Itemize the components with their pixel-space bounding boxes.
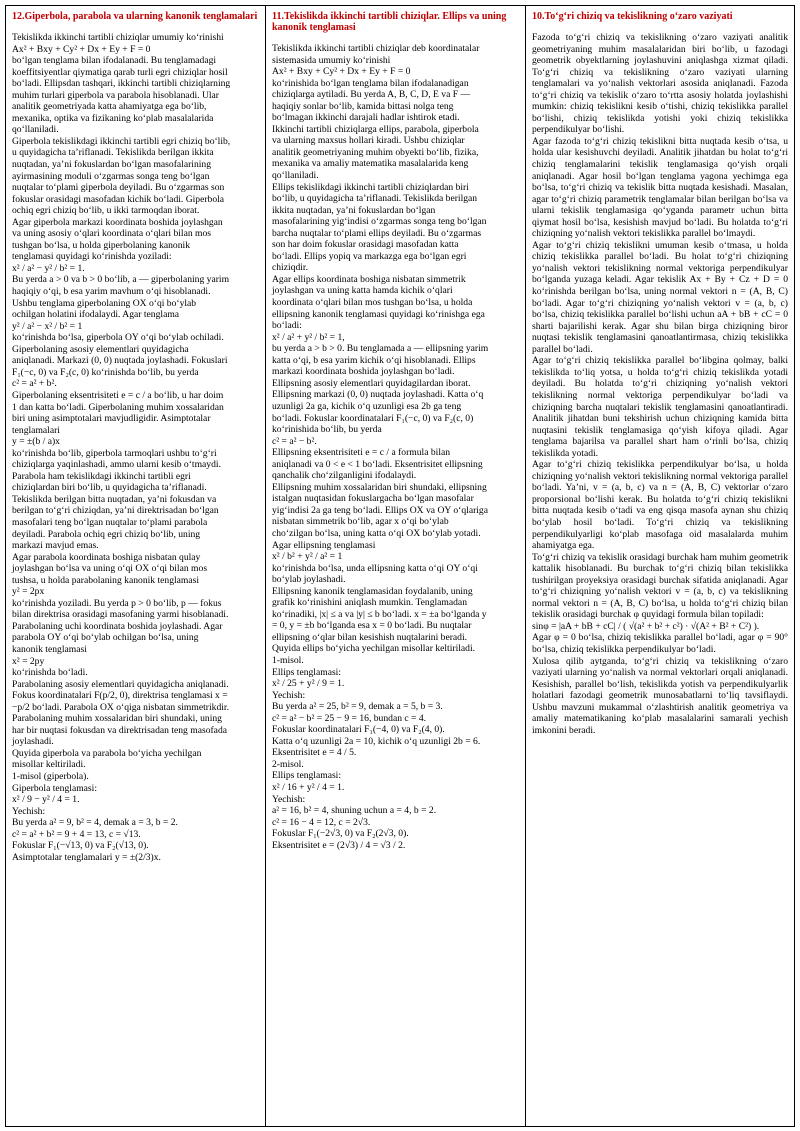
paragraph: Agar toʻgʻri chiziq tekislikni umuman kesib oʻtmasa, u holda chiziq tekislikka parallel boʻladi. Bu holat toʻgʻri chiziqning yoʻnalish vektori tekislikning normal vektoriga perpendikulyar boʻlganda yuzaga keladi. Agar tekislik Ax + By + Cz + D = 0 koʻrinishda berilgan boʻlsa, uning normal vektori n = (A, B, C) boʻladi. Agar toʻgʻri chiziqning yoʻnalish vektori v = (a, b, c) boʻlsa, chiziq tekislikka parallel boʻlishi uchun aA + bB + cC = 0 sharti bajarilishi kerak. Agar shu bilan birga chiziqning biror nuqtasi tekislik tenglamasini qanoatlantirmasa, chiziq tekislikka parallel boʻladi. bbox=[532, 239, 788, 355]
text-line: misollar keltiriladi. bbox=[12, 759, 86, 771]
text-line: son har doim fokuslar orasidagi masofadan katta bbox=[272, 239, 459, 251]
text-line: nuqtadan, yaʼni fokuslardan boʻlgan masofalarining bbox=[12, 159, 212, 171]
text-line: Ellipsning asosiy elementlari quyidagilardan iborat. bbox=[272, 377, 471, 389]
text-line: y² = 2px bbox=[12, 586, 45, 598]
text-line: markazi koordinata boshida joylashgan boʻladi. bbox=[272, 366, 455, 378]
text-line: tenglamasi quyidagi koʻrinishda yoziladi: bbox=[12, 251, 172, 263]
text-line: c² = a² + b² = 9 + 4 = 13, c = √13. bbox=[12, 828, 141, 840]
text-line: Bu yerda a² = 9, b² = 4, demak a = 3, b = 2. bbox=[12, 817, 178, 829]
text-line: c² = a² − b² = 25 − 9 = 16, bundan c = 4. bbox=[272, 712, 427, 724]
section-body bbox=[12, 32, 259, 863]
text-line: biri uning asimptotalari mavjudligidir. Asimptotalar bbox=[12, 413, 211, 425]
text-line: ayirmasining moduli oʻzgarmas songa teng boʻlgan bbox=[12, 170, 210, 182]
text-line: uzunligi 2a ga, kichik oʻq uzunligi esa 2b ga teng bbox=[272, 400, 462, 412]
section-body bbox=[272, 43, 519, 851]
text-line: Giperbola tenglamasi: bbox=[12, 782, 97, 794]
text-line: aniqlanadi. Markazi (0, 0) nuqtada joylashadi. Fokuslari bbox=[12, 355, 228, 367]
text-line: qoʻllaniladi. bbox=[272, 170, 319, 182]
text-line: x² / a² − y² / b² = 1. bbox=[12, 262, 85, 274]
text-line: masofalari teng boʻlgan nuqtalar toʻplami parabola bbox=[12, 516, 208, 528]
text-line: Katta oʻq uzunligi 2a = 10, kichik oʻq uzunligi 2b = 6. bbox=[272, 735, 481, 747]
text-line: y = ±(b / a)x bbox=[12, 436, 60, 448]
paragraph: Xulosa qilib aytganda, toʻgʻri chiziq va tekislikning oʻzaro vaziyati ularning yoʻnalish va normal vektorlari orqali aniqlanadi. Kesishish, parallel boʻlish, tekislikda yotish va perpendikulyarlik holatlari fazodagi geometrik munosabatlarni toʻliq tavsiflaydi. Ushbu mavzuni mukammal oʻzlashtirish analitik geometriya va amaliy matematikaning koʻplab masalalarini samarali yechish imkonini beradi. bbox=[532, 655, 788, 736]
text-line: Ellipsning kanonik tenglamasidan foydalanib, uning bbox=[272, 585, 473, 597]
text-line: ochiq egri chiziq boʻlib, u ikki tarmoqdan iborat. bbox=[12, 205, 200, 217]
text-line: grafik koʻrinishini aniqlash mumkin. Tenglamadan bbox=[272, 597, 467, 609]
text-line: va uning asosiy oʻqlari koordinata oʻqlari bilan mos bbox=[12, 228, 212, 240]
text-line: x² / b² + y² / a² = 1 bbox=[272, 551, 343, 563]
text-line: Yechish: bbox=[272, 689, 306, 701]
text-line: bilan direktrisa orasidagi masofaning yarmi hisoblanadi. bbox=[12, 609, 229, 621]
text-line: Parabolaning asosiy elementlari quyidagicha aniqlanadi. bbox=[12, 678, 229, 690]
text-line: Tekislikda ikkinchi tartibli chiziqlar umumiy koʻrinishi bbox=[12, 32, 224, 43]
column-togri-chiziq bbox=[526, 6, 794, 1126]
text-line: x² = 2py bbox=[12, 655, 45, 667]
text-line: Ax² + Bxy + Cy² + Dx + Ey + F = 0 bbox=[272, 66, 411, 78]
paragraph: sinφ = |aA + bB + cC| / ( √(a² + b² + c²) · √(A² + B² + C²) ). bbox=[532, 620, 760, 632]
text-line: −p/2 boʻladi. Parabola OX oʻqiga nisbatan simmetrikdir. bbox=[12, 701, 229, 713]
text-line: c² = a² + b². bbox=[12, 378, 57, 390]
text-line: Tekislikda ikkinchi tartibli chiziqlar deb koordinatalar bbox=[272, 43, 480, 54]
text-line: Eksentrisitet e = (2√3) / 4 = √3 / 2. bbox=[272, 839, 406, 851]
text-line: koʻrinishida boʻlgan tenglama bilan ifodalanadigan bbox=[272, 77, 469, 89]
text-line: x² / 25 + y² / 9 = 1. bbox=[272, 678, 345, 690]
text-line: koʻrinishda boʻlsa, unda ellipsning katta oʻqi OY oʻqi bbox=[272, 562, 478, 574]
text-line: barcha nuqtalar toʻplami ellips deyiladi. Bu oʻzgarmas bbox=[272, 227, 482, 239]
text-line: 2-misol. bbox=[272, 758, 304, 770]
text-line: boʻlib, u quyidagicha taʼriflanadi. Tekislikda berilgan bbox=[272, 193, 478, 205]
text-line: koʻrinadiki, |x| ≤ a va |y| ≤ b boʻladi. x = ±a boʻlganda y bbox=[272, 608, 487, 620]
text-line: Agar giperbola markazi koordinata boshida joylashgan bbox=[12, 216, 223, 228]
text-line: tushgan boʻlsa, u holda giperbolaning kanonik bbox=[12, 239, 190, 251]
text-line: fokuslar orasidagi masofadan kichik boʻladi. Giperbola bbox=[12, 193, 225, 205]
text-line: 1 dan katta boʻladi. Giperbolaning muhim xossalaridan bbox=[12, 401, 224, 413]
text-line: x² / 9 − y² / 4 = 1. bbox=[12, 794, 80, 806]
text-line: sistemasida umumiy koʻrinishi bbox=[272, 54, 391, 66]
text-line: Parabolaning muhim xossalaridan biri shundaki, uning bbox=[12, 713, 222, 725]
text-line: 1-misol (giperbola). bbox=[12, 771, 89, 782]
text-line: Ellips tenglamasi: bbox=[272, 770, 342, 782]
text-line: Tekislikda berilgan bitta nuqtadan, yaʼni fokusdan va bbox=[12, 493, 217, 505]
text-line: Quyida ellips boʻyicha yechilgan misollar keltiriladi. bbox=[272, 643, 476, 655]
text-line: koʻrinishda yoziladi. Bu yerda p > 0 boʻlib, p — fokus bbox=[12, 597, 222, 609]
text-line: qanchalik choʻzilganligini ifodalaydi. bbox=[272, 470, 417, 482]
text-line: c² = 16 − 4 = 12, c = 2√3. bbox=[272, 816, 371, 828]
text-line: Ushbu tenglama giperbolaning OX oʻqi boʻylab bbox=[12, 297, 197, 309]
paragraph: Fazoda toʻgʻri chiziq va tekislikning oʻzaro vaziyati analitik geometriyaning muhim masalalaridan biri boʻlib, u fazodagi geometrik obyektlarning joylashuvini aniqlashga xizmat qiladi. Toʻgʻri chiziq va tekislikning oʻzaro vaziyati ularning tenglamalari va yoʻnalish vektorlari asosida aniqlanadi. Fazoda toʻgʻri chiziq va tekislik oʻzaro toʻrtta asosiy holatda joylashishi mumkin: chiziq tekislikni kesib oʻtishi, chiziq tekislikka parallel boʻlishi, chiziq tekislikda yotishi yoki chiziq tekislikka perpendikulyar boʻlishi. bbox=[532, 32, 788, 136]
column-giperbola bbox=[6, 6, 266, 1126]
text-line: Giperbolaning eksentrisiteti e = c / a boʻlib, u har doim bbox=[12, 389, 224, 401]
text-line: Agar parabola koordinata boshiga nisbatan qulay bbox=[12, 551, 201, 563]
text-line: a² = 16, b² = 4, shuning uchun a = 4, b = 2. bbox=[272, 805, 437, 817]
column-ellips bbox=[266, 6, 526, 1126]
text-line: tushsa, u holda parabolaning kanonik tenglamasi bbox=[12, 574, 200, 586]
text-line: x² / a² + y² / b² = 1, bbox=[272, 331, 345, 343]
text-line: Ellips tekislikdagi ikkinchi tartibli chiziqlardan biri bbox=[272, 181, 469, 193]
text-line: nuqtalar toʻplami giperbola deyiladi. Bu oʻzgarmas son bbox=[12, 182, 225, 194]
text-line: yigʻindisi 2a ga teng boʻladi. Ellips OX va OY oʻqlariga bbox=[272, 504, 488, 516]
text-line: Agar ellips koordinata boshiga nisbatan simmetrik bbox=[272, 273, 466, 285]
text-line: boʻylab joylashadi. bbox=[272, 574, 346, 586]
text-line: Bu yerda a² = 25, b² = 9, demak a = 5, b = 3. bbox=[272, 701, 443, 713]
text-line: Fokus koordinatalari F(p/2, 0), direktrisa tenglamasi x = bbox=[12, 690, 228, 702]
text-line: har bir nuqtasi fokusdan va direktrisadan teng masofada bbox=[12, 724, 227, 736]
text-line: chiziqlardan biri boʻlib, u quyidagicha taʼriflanadi. bbox=[12, 482, 207, 494]
text-line: boʻladi. Ellipsdan tashqari, ikkinchi tartibli chiziqlarning bbox=[12, 78, 231, 90]
text-line: F₁(−c, 0) va F₂(c, 0) koʻrinishda boʻlib, bu yerda bbox=[12, 366, 199, 378]
paragraph: Agar fazoda toʻgʻri chiziq tekislikni bitta nuqtada kesib oʻtsa, u holda ular kesishuvchi deyiladi. Analitik jihatdan bu holat toʻgʻri chiziq tenglamalarini tekislik tenglamasiga qoʻyish orqali aniqlanadi. Agar hosil boʻlgan tenglama yagona yechimga ega boʻlsa, toʻgʻri chiziq va tekislik bitta nuqtada kesishadi. Masalan, agar toʻgʻri chiziq parametrik tenglamalar bilan berilgan boʻlsa va ularni tekislik tenglamasiga qoʻyganda parametr uchun bitta qiymat hosil boʻlsa, kesishish mavjud boʻladi. Bu holatda toʻgʻri chiziqning yoʻnalish vektori tekislikka parallel boʻlmaydi. bbox=[532, 135, 788, 240]
text-line: Ellipsning muhim xossalaridan biri shundaki, ellipsning bbox=[272, 481, 487, 493]
text-line: koʻrinishida boʻlib, bu yerda bbox=[272, 424, 382, 436]
text-line: koʻrinishda boʻlib, giperbola tarmoqlari ushbu toʻgʻri bbox=[12, 447, 217, 459]
text-line: ochilgan holatini ifodalaydi. Agar tenglama bbox=[12, 309, 180, 321]
text-line: Fokuslar F₁(−√13, 0) va F₂(√13, 0). bbox=[12, 840, 149, 852]
text-line: boʻladi: bbox=[272, 320, 302, 332]
paragraph: Agar toʻgʻri chiziq tekislikka perpendikulyar boʻlsa, u holda chiziqning yoʻnalish vektori tekislikning normal vektoriga parallel boʻladi. Yaʼni, v = (a, b, c) va n = (A, B, C) vektorlar oʻzaro proporsional boʻlishi kerak. Bu holatda toʻgʻri chiziq tekislikni bitta nuqtada kesib oʻtadi va eng qisqa masofa aynan shu chiziq boʻylab hosil boʻladi. Toʻgʻri chiziq va tekislikning perpendikulyarligi koʻplab masofaga oid masalalarda muhim ahamiyatga ega. bbox=[532, 459, 788, 552]
text-line: y² / a² − x² / b² = 1 bbox=[12, 320, 83, 332]
text-line: = 0, y = ±b boʻlganda esa x = 0 boʻladi. Bu nuqtalar bbox=[272, 620, 472, 632]
text-line: mexanika, optika va fizikaning koʻplab masalalarida bbox=[12, 112, 214, 124]
text-line: Giperbolaning asosiy elementlari quyidagicha bbox=[12, 343, 189, 355]
text-line: chiziqlarga aytiladi. Bu yerda A, B, C, D, E va F — bbox=[272, 89, 471, 101]
text-line: koʻrinishda boʻladi. bbox=[12, 667, 88, 679]
text-line: Agar ellipsning tenglamasi bbox=[272, 539, 376, 551]
text-line: deyiladi. Parabola ochiq egri chiziq boʻlib, uning bbox=[12, 528, 201, 540]
text-line: tenglamalari bbox=[12, 424, 60, 436]
text-line: Parabolaning uchi koordinata boshida joylashadi. Agar bbox=[12, 620, 223, 632]
text-line: aniqlanadi va 0 < e < 1 boʻladi. Eksentrisitet ellipsning bbox=[272, 458, 483, 470]
text-line: Eksentrisitet e = 4 / 5. bbox=[272, 747, 357, 759]
text-line: Fokuslar F₁(−2√3, 0) va F₂(2√3, 0). bbox=[272, 828, 409, 840]
text-line: haqiqiy oʻqi, b esa yarim mavhum oʻqi hisoblanadi. bbox=[12, 286, 211, 298]
text-line: boʻladi. Ellips yopiq va markazga ega boʻlgan egri bbox=[272, 250, 467, 262]
text-line: nisbatan simmetrik boʻlib, agar x oʻqi boʻylab bbox=[272, 516, 449, 528]
text-line: va ularning maxsus hollari kiradi. Ushbu chiziqlar bbox=[272, 135, 465, 147]
text-line: Ax² + Bxy + Cy² + Dx + Ey + F = 0 bbox=[12, 43, 151, 55]
text-line: chiziqlarga yaqinlashadi, ammo ularni kesib oʻtmaydi. bbox=[12, 459, 221, 471]
text-line: masofalarining yigʻindisi oʻzgarmas songa teng boʻlgan bbox=[272, 216, 487, 228]
paragraph: Toʻgʻri chiziq va tekislik orasidagi burchak ham muhim geometrik kattalik hisoblanadi. Bu burchak toʻgʻri chiziq bilan tekislikka tushirilgan proyeksiya orasidagi burchak sifatida aniqlanadi. Agar toʻgʻri chiziqning yoʻnalish vektori v = (a, b, c) va tekislikning normal vektori n = (A, B, C) boʻlsa, u holda toʻgʻri chiziq bilan tekislik orasidagi burchak φ quyidagi formula bilan topiladi: bbox=[532, 551, 788, 621]
text-line: Parabola ham tekislikdagi ikkinchi tartibli egri bbox=[12, 470, 191, 482]
text-line: Ellips tenglamasi: bbox=[272, 666, 342, 678]
text-line: analitik geometriyaning muhim obyekti boʻlib, fizika, bbox=[272, 146, 479, 158]
text-line: joylashgan boʻlsa va uning oʻqi OX oʻqi bilan mos bbox=[12, 563, 208, 575]
text-line: berilgan toʻgʻri chiziqdan, yaʼni direktrisadan boʻlgan bbox=[12, 505, 219, 517]
text-line: koeffitsiyentlar qiymatiga qarab turli egri chiziqlar hosil bbox=[12, 66, 228, 78]
text-line: boʻlgan tenglama bilan ifodalanadi. Bu tenglamadagi bbox=[12, 55, 217, 67]
paragraph: Agar toʻgʻri chiziq tekislikka parallel boʻlibgina qolmay, balki tekislikda toʻliq yotsa, u holda toʻgʻri chiziq tekislikda yotadi deyiladi. Bu holatda toʻgʻri chiziqning yoʻnalish vektori tekislikning normal vektoriga perpendikulyar boʻladi va chiziqning barcha nuqtalari tekislik tenglamasini qanoatlantiradi. Analitik jihatdan buni tekshirish uchun chiziqning kamida bitta nuqtasini tekislik tenglamasiga qoʻyish kifoya qiladi. Agar tenglama bajarilsa va parallel shart ham oʻrinli boʻlsa, chiziq tekislikda yotadi. bbox=[532, 355, 788, 459]
text-line: u quyidagicha taʼriflanadi. Tekislikda berilgan ikkita bbox=[12, 147, 214, 159]
section-body bbox=[532, 32, 788, 736]
paragraph: Agar φ = 0 boʻlsa, chiziq tekislikka parallel boʻladi, agar φ = 90° boʻlsa, chiziq tekislikka perpendikulyar boʻladi. bbox=[532, 632, 788, 655]
text-line: Ikkinchi tartibli chiziqlarga ellips, parabola, giperbola bbox=[272, 123, 479, 135]
text-line: Fokuslar koordinatalari F₁(−4, 0) va F₂(4, 0). bbox=[272, 724, 445, 736]
text-line: haqiqiy sonlar boʻlib, kamida bittasi nolga teng bbox=[272, 100, 454, 112]
text-line: bu yerda a > b > 0. Bu tenglamada a — ellipsning yarim bbox=[272, 343, 489, 355]
text-line: istalgan nuqtasidan fokuslargacha boʻlgan masofalar bbox=[272, 493, 474, 505]
text-line: koordinata oʻqlari bilan mos tushgan boʻlsa, u holda bbox=[272, 297, 473, 309]
text-line: choʻzilgan boʻlsa, uning katta oʻqi OX boʻylab yotadi. bbox=[272, 527, 481, 539]
text-line: boʻlmagan ikkinchi darajali hadlar ishtirok etadi. bbox=[272, 112, 460, 124]
text-line: Ellipsning markazi (0, 0) nuqtada joylashadi. Katta oʻq bbox=[272, 389, 484, 401]
text-line: markazi mavjud emas. bbox=[12, 540, 99, 552]
section-title: 12.Giperbola, parabola va ularning kanonik tenglamalari bbox=[12, 11, 258, 22]
text-line: 1-misol. bbox=[272, 654, 304, 666]
text-line: katta oʻqi, b esa yarim kichik oʻqi hisoblanadi. Ellips bbox=[272, 354, 476, 366]
text-line: Quyida giperbola va parabola boʻyicha yechilgan bbox=[12, 747, 202, 759]
text-line: kanonik tenglamasi bbox=[12, 643, 87, 655]
text-line: joylashadi. bbox=[12, 736, 54, 748]
text-line: Asimptotalar tenglamalari y = ±(2/3)x. bbox=[12, 851, 161, 863]
text-line: koʻrinishda boʻlsa, giperbola OY oʻqi boʻylab ochiladi. bbox=[12, 332, 224, 344]
text-line: c² = a² − b². bbox=[272, 435, 317, 447]
text-line: Ellipsning eksentrisiteti e = c / a formula bilan bbox=[272, 447, 451, 459]
document-sheet bbox=[5, 5, 795, 1127]
text-line: Giperbola tekislikdagi ikkinchi tartibli egri chiziq boʻlib, bbox=[12, 135, 231, 147]
text-line: ikkita nuqtadan, yaʼni fokuslardan boʻlgan bbox=[272, 204, 436, 216]
text-line: x² / 16 + y² / 4 = 1. bbox=[272, 782, 345, 793]
text-line: ellipsning oʻqlar bilan kesishish nuqtalarini beradi. bbox=[272, 631, 468, 643]
text-line: qoʻllaniladi. bbox=[12, 124, 59, 136]
text-line: chiziqdir. bbox=[272, 262, 308, 274]
text-line: mexanika va amaliy matematika masalalarida keng bbox=[272, 158, 469, 170]
text-line: analitik geometriyada katta ahamiyatga ega boʻlib, bbox=[12, 101, 207, 113]
text-line: boʻladi. Fokuslar koordinatalari F₁(−c, 0) va F₂(c, 0) bbox=[272, 412, 474, 424]
text-line: parabola OY oʻqi boʻylab ochilgan boʻlsa, uning bbox=[12, 632, 199, 644]
section-title: 10.Toʻgʻri chiziq va tekislikning oʻzaro vaziyati bbox=[532, 11, 733, 22]
text-line: joylashgan va uning katta hamda kichik oʻqlari bbox=[272, 285, 453, 297]
text-line: Yechish: bbox=[272, 793, 306, 805]
text-line: Yechish: bbox=[12, 805, 46, 817]
text-line: Bu yerda a > 0 va b > 0 boʻlib, a — giperbolaning yarim bbox=[12, 274, 230, 286]
section-title: 11.Tekislikda ikkinchi tartibli chiziqlar. Ellips va uning kanonik tenglamasi bbox=[272, 11, 507, 33]
text-line: ellipsning kanonik tenglamasi quyidagi koʻrinishga ega bbox=[272, 308, 485, 320]
text-line: muhim turlari giperbola va parabola hisoblanadi. Ular bbox=[12, 89, 220, 101]
